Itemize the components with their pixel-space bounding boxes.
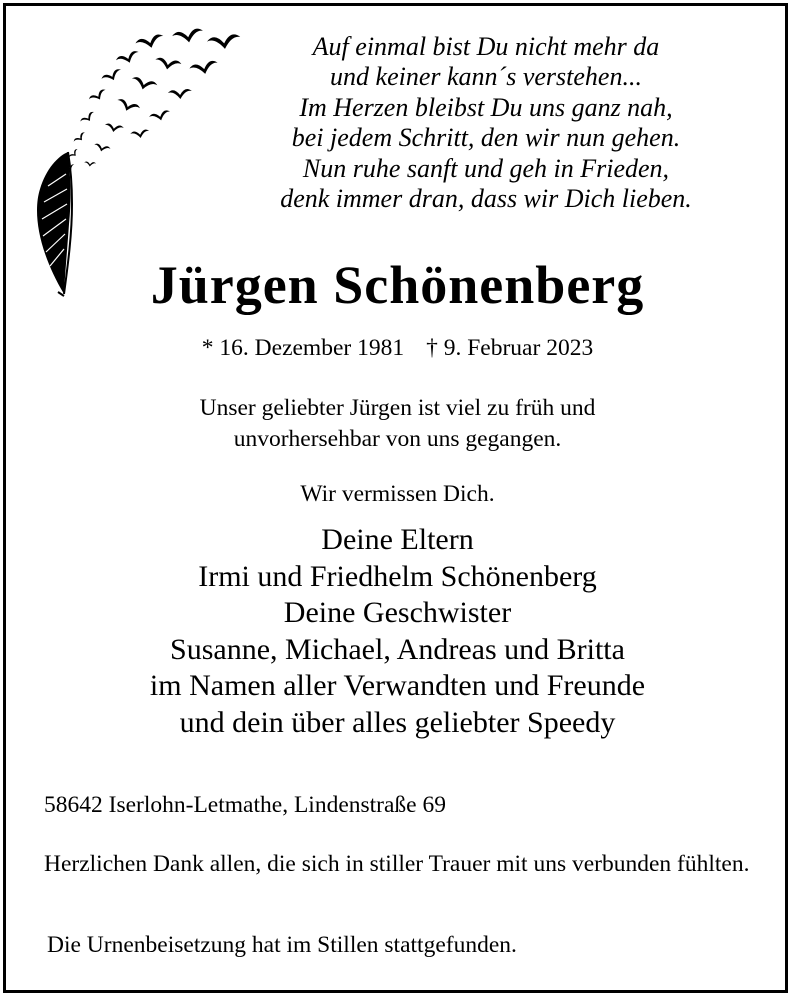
family-line: Susanne, Michael, Andreas und Britta bbox=[170, 632, 625, 666]
family-line: und dein über alles geliebter Speedy bbox=[179, 705, 616, 739]
poem-line: bei jedem Schritt, den wir nun gehen. bbox=[291, 123, 681, 153]
family-line: Deine Geschwister bbox=[283, 596, 512, 630]
poem bbox=[226, 32, 746, 214]
poem-line: und keiner kann´s verstehen... bbox=[330, 62, 642, 92]
birth-date: * 16. Dezember 1981 bbox=[201, 335, 405, 361]
deceased-name: Jürgen Schönenberg bbox=[150, 255, 645, 315]
poem-line: denk immer dran, dass wir Dich lieben. bbox=[280, 184, 692, 214]
family-line: Irmi und Friedhelm Schönenberg bbox=[198, 559, 597, 593]
burial-note: Die Urnenbeisetzung hat im Stillen stattgefunden. bbox=[47, 932, 517, 958]
death-date: † 9. Februar 2023 bbox=[426, 335, 594, 361]
life-dates bbox=[0, 331, 795, 365]
poem-line: Auf einmal bist Du nicht mehr da bbox=[312, 32, 660, 61]
family-line: Deine Eltern bbox=[321, 523, 474, 556]
family-signature bbox=[0, 522, 795, 742]
address: 58642 Iserlohn-Letmathe, Lindenstraße 69 bbox=[44, 792, 446, 818]
thanks-text: Herzlichen Dank allen, die sich in stiller Trauer mit uns verbunden fühlten. bbox=[44, 851, 750, 877]
miss-line: Wir vermissen Dich. bbox=[300, 481, 495, 507]
message bbox=[0, 393, 795, 455]
family-line: im Namen aller Verwandten und Freunde bbox=[149, 669, 646, 703]
poem-line: Nun ruhe sanft und geh in Frieden, bbox=[302, 153, 670, 183]
poem-line: Im Herzen bleibst Du uns ganz nah, bbox=[299, 92, 673, 122]
message-line: unvorhersehbar von uns gegangen. bbox=[233, 426, 562, 452]
message-line: Unser geliebter Jürgen ist viel zu früh und bbox=[199, 395, 596, 421]
